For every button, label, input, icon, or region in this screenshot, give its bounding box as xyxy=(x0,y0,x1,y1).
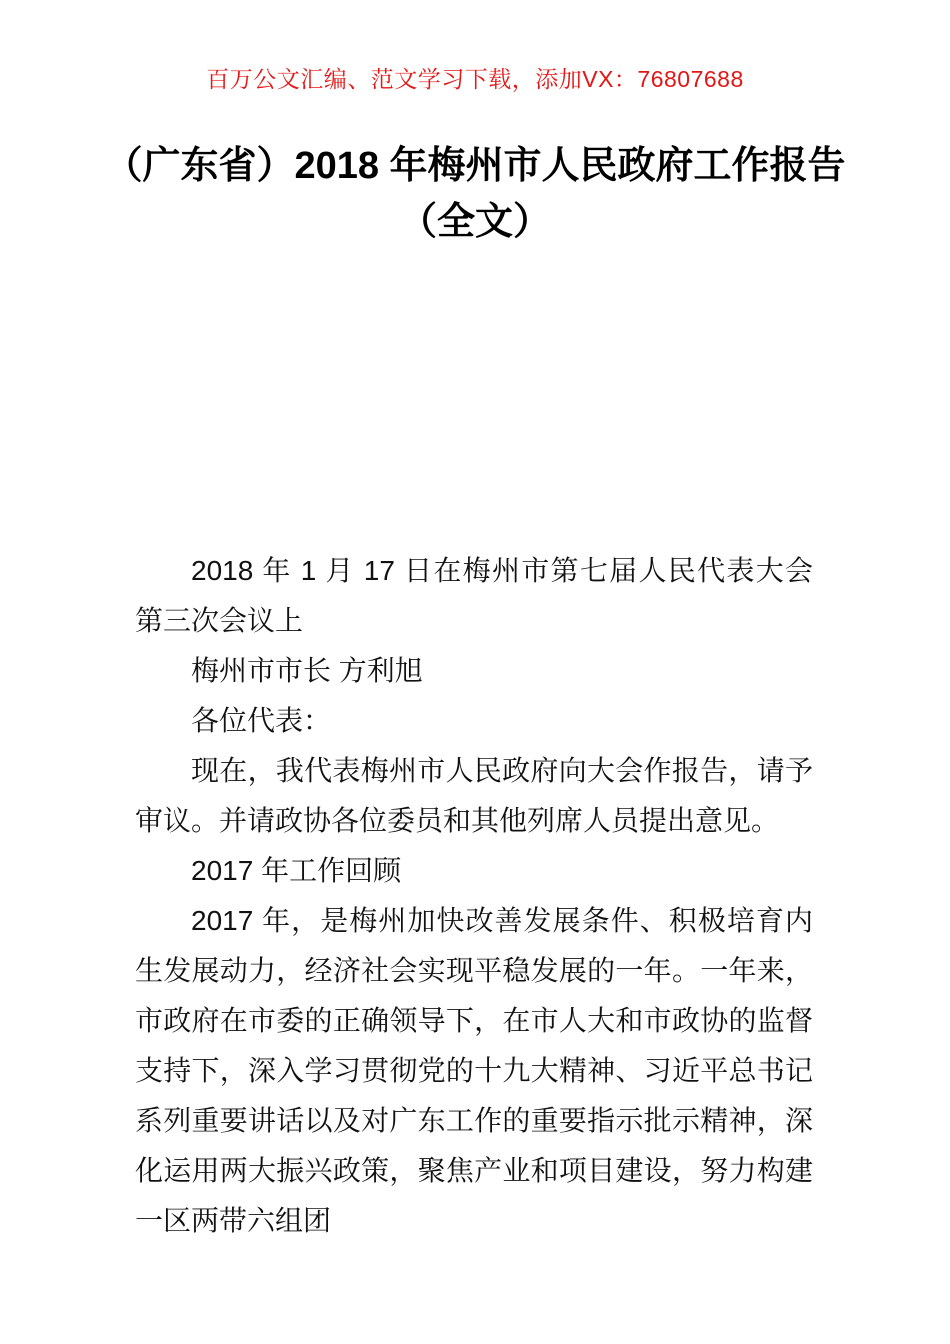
paragraph: 2017 年工作回顾 xyxy=(191,855,402,886)
paragraph: 各位代表： xyxy=(191,705,332,736)
paragraph: 2017 年，是梅州加快改善发展条件、积极培育内生发展动力，经济社会实现平稳发展的一年。一年来，市政府在市委的正确领导下，在市人大和市政协的监督支持下，深入学习贯彻党的十九大精神、习近平总书记系列重要讲话以及对广东工作的重要指示批示精神，深化运用两大振兴政策，聚焦产业和项目建设，努力构建一区两带六组团 xyxy=(135,905,813,1236)
paragraph: 梅州市市长 方利旭 xyxy=(191,655,423,686)
document-body xyxy=(135,546,813,1246)
paragraph: 现在，我代表梅州市人民政府向大会作报告，请予审议。并请政协各位委员和其他列席人员提出意见。 xyxy=(135,755,813,836)
paragraph: 2018 年 1 月 17 日在梅州市第七届人民代表大会第三次会议上 xyxy=(135,555,813,636)
document-title: （广东省）2018 年梅州市人民政府工作报告（全文） xyxy=(104,145,846,243)
watermark-promo-text: 百万公文汇编、范文学习下载，添加VX：76807688 xyxy=(206,66,744,92)
